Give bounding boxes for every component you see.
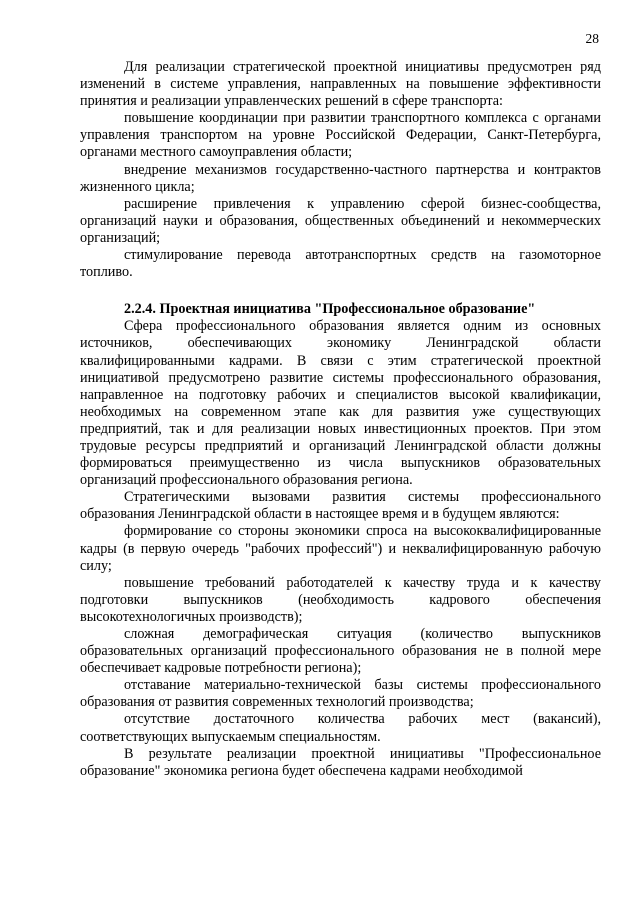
list-item-coordination: повышение координации при развитии транспортного комплекса с органами управления транспортом на уровне Российской Федерации, Санкт-Петербурга, органами местного самоуправления области;: [80, 110, 601, 161]
document-body: [80, 59, 601, 780]
intro-paragraph: Для реализации стратегической проектной инициативы предусмотрен ряд изменений в системе управления, направленных на повышение эффективности принятия и реализации управленческих решений в сфере транспорта:: [80, 59, 601, 110]
section-paragraph-challenges-intro: Стратегическими вызовами развития системы профессионального образования Ленинградской области в настоящее время и в будущем являются:: [80, 489, 601, 523]
challenge-item-employer-requirements: повышение требований работодателей к качеству труда и к качеству подготовки выпускников (необходимость кадрового обеспечения высокотехнологичных производств);: [80, 574, 601, 625]
challenge-item-job-shortage: отсутствие достаточного количества рабочих мест (вакансий), соответствующих выпускаемым специальностям.: [80, 711, 601, 745]
list-item-partnership: внедрение механизмов государственно-частного партнерства и контрактов жизненного цикла;: [80, 161, 601, 195]
challenge-item-demand: формирование со стороны экономики спроса на высококвалифицированные кадры (в первую очередь "рабочих профессий") и неквалифицированную рабочую силу;: [80, 523, 601, 574]
section-heading: 2.2.4. Проектная инициатива "Профессиональное образование": [124, 301, 536, 318]
challenge-item-material-base: отставание материально-технической базы системы профессионального образования от развития современных технологий производства;: [80, 677, 601, 711]
section-paragraph-overview: Сфера профессионального образования является одним из основных источников, обеспечивающих экономику Ленинградской области квалифицированными кадрами. В связи с этим стратегической проектной инициативой предусмотрено развитие системы профессионального образования, направленное на подготовку рабочих и специалистов высокой квалификации, необходимых на современном этапе как для развития уже существующих предприятий, так и для реализации новых инвестиционных проектов. При этом трудовые ресурсы предприятий и организаций Ленинградской области должны формироваться преимущественно из числа выпускников образовательных организаций профессионального образования региона.: [80, 318, 601, 489]
section-paragraph-result: В результате реализации проектной инициативы "Профессиональное образование" экономика региона будет обеспечена кадрами необходимой: [80, 745, 601, 779]
list-item-business-involvement: расширение привлечения к управлению сферой бизнес-сообщества, организаций науки и образования, общественных объединений и некоммерческих организаций;: [80, 195, 601, 246]
page-number: 28: [585, 31, 599, 46]
challenge-item-demographics: сложная демографическая ситуация (количество выпускников образовательных организаций профессионального образования не в полной мере обеспечивает кадровые потребности региона);: [80, 626, 601, 677]
list-item-gas-fuel: стимулирование перевода автотранспортных средств на газомоторное топливо.: [80, 247, 601, 281]
